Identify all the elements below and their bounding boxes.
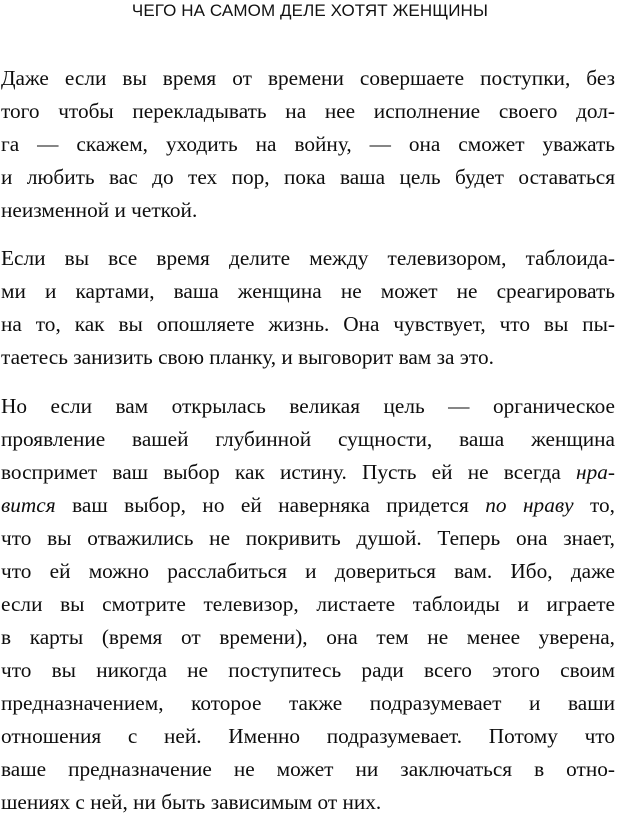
paragraph-2 bbox=[1, 242, 615, 374]
text-line: отношения с ней. Именно подразумевает. Потому что bbox=[1, 724, 615, 748]
text-line: неизменной и четкой. bbox=[1, 198, 198, 222]
text-line: Но если вам открылась великая цель — органическое bbox=[1, 394, 615, 418]
text-line: ми и картами, ваша женщина не может не среагировать bbox=[1, 279, 615, 303]
text-line: Если вы все время делите между телевизором, таблоида- bbox=[1, 246, 615, 270]
italic-run: нра- bbox=[576, 460, 615, 484]
text-run: ваш выбор, но ей наверняка придется bbox=[55, 493, 486, 517]
text-line-mixed bbox=[1, 456, 615, 489]
text-line: если вы смотрите телевизор, листаете таблоиды и играете bbox=[1, 592, 615, 616]
running-header: ЧЕГО НА САМОМ ДЕЛЕ ХОТЯТ ЖЕНЩИНЫ bbox=[131, 1, 489, 20]
text-line: что вы отважились не покривить душой. Теперь она знает, bbox=[1, 526, 615, 550]
text-run: то, bbox=[573, 493, 615, 517]
italic-run: вится bbox=[1, 493, 56, 517]
text-line: того чтобы перекладывать на нее исполнение своего дол- bbox=[1, 99, 615, 123]
text-line: проявление вашей глубинной сущности, ваша женщина bbox=[1, 427, 615, 451]
text-run: воспримет ваш выбор как истину. Пусть ей не всегда bbox=[1, 460, 577, 484]
text-line: на то, как вы опошляете жизнь. Она чувствует, что вы пы- bbox=[1, 312, 615, 336]
text-line: ваше предназначение не может ни заключаться в отно- bbox=[1, 757, 615, 781]
paragraph-1 bbox=[1, 62, 615, 227]
text-line: что вы никогда не поступитесь ради всего этого своим bbox=[1, 658, 615, 682]
paragraph-spacer bbox=[1, 374, 615, 390]
text-line: Даже если вы время от времени совершаете поступки, без bbox=[1, 66, 615, 90]
text-line: таетесь занизить свою планку, и выговорит вам за это. bbox=[1, 345, 494, 369]
text-line: что ей можно расслабиться и довериться вам. Ибо, даже bbox=[1, 559, 615, 583]
text-line: предназначением, которое также подразумевает и ваши bbox=[1, 691, 615, 715]
body-text bbox=[1, 62, 615, 819]
paragraph-spacer bbox=[1, 227, 615, 242]
italic-run: по нраву bbox=[485, 493, 574, 517]
text-line-mixed bbox=[1, 489, 615, 522]
text-line: га — скажем, уходить на войну, — она сможет уважать bbox=[1, 132, 615, 156]
paragraph-3 bbox=[1, 390, 615, 819]
text-line: и любить вас до тех пор, пока ваша цель будет оставаться bbox=[1, 165, 615, 189]
text-line: в карты (время от времени), она тем не менее уверена, bbox=[1, 625, 615, 649]
text-line: шениях с ней, ни быть зависимым от них. bbox=[1, 790, 382, 814]
